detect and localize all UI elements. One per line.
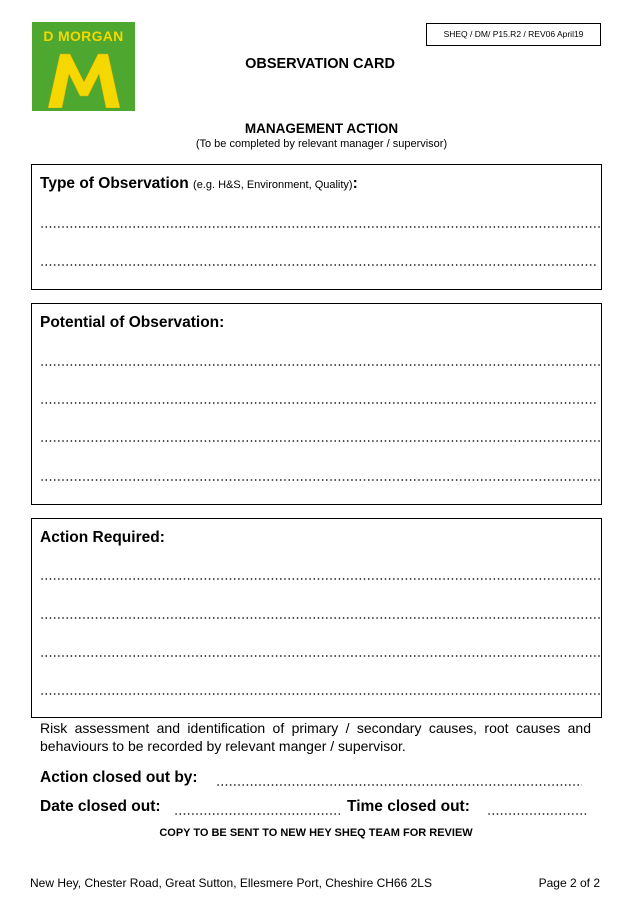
type-label-hint: (e.g. H&S, Environment, Quality) — [193, 179, 353, 191]
time-closed-label: Time closed out: — [347, 798, 470, 815]
potential-entry-line-3[interactable] — [40, 439, 601, 443]
potential-entry-line-1[interactable] — [40, 363, 601, 367]
footer-address: New Hey, Chester Road, Great Sutton, Ellesmere Port, Cheshire CH66 2LS — [30, 876, 432, 890]
type-label-colon: : — [352, 175, 358, 192]
action-entry-line-1[interactable] — [40, 577, 601, 581]
closed-by-field[interactable] — [216, 783, 582, 787]
date-closed-label: Date closed out: — [40, 798, 161, 815]
potential-of-observation-label: Potential of Observation: — [40, 314, 225, 331]
type-of-observation-label — [40, 175, 358, 193]
potential-entry-line-4[interactable] — [40, 478, 601, 482]
section-title: MANAGEMENT ACTION — [244, 121, 399, 136]
action-required-label: Action Required: — [40, 529, 165, 546]
type-of-observation-box — [31, 164, 602, 290]
section-note: (To be completed by relevant manager / supervisor) — [195, 138, 448, 150]
logo-text: D MORGAN — [43, 28, 124, 44]
page-title: OBSERVATION CARD — [245, 56, 395, 72]
action-entry-line-3[interactable] — [40, 654, 601, 658]
potential-entry-line-2[interactable] — [40, 401, 597, 405]
action-required-box — [31, 518, 602, 718]
action-entry-line-4[interactable] — [40, 692, 601, 696]
date-closed-field[interactable] — [174, 812, 340, 816]
action-entry-line-2[interactable] — [40, 616, 601, 620]
instructions-note: Risk assessment and identification of primary / secondary causes, root causes and behaviours to be recorded by relevant manger / supervisor. — [40, 720, 591, 754]
closed-by-label: Action closed out by: — [40, 769, 198, 786]
time-closed-field[interactable] — [487, 812, 589, 816]
document-reference: SHEQ / DM/ P15.R2 / REV06 April19 — [426, 23, 601, 46]
copy-instruction: COPY TO BE SENT TO NEW HEY SHEQ TEAM FOR REVIEW — [159, 827, 473, 839]
type-entry-line-1[interactable] — [40, 225, 601, 229]
potential-of-observation-box — [31, 303, 602, 505]
type-entry-line-2[interactable] — [40, 263, 597, 267]
page-number: Page 2 of 2 — [538, 876, 600, 890]
type-label-text: Type of Observation — [40, 175, 189, 192]
